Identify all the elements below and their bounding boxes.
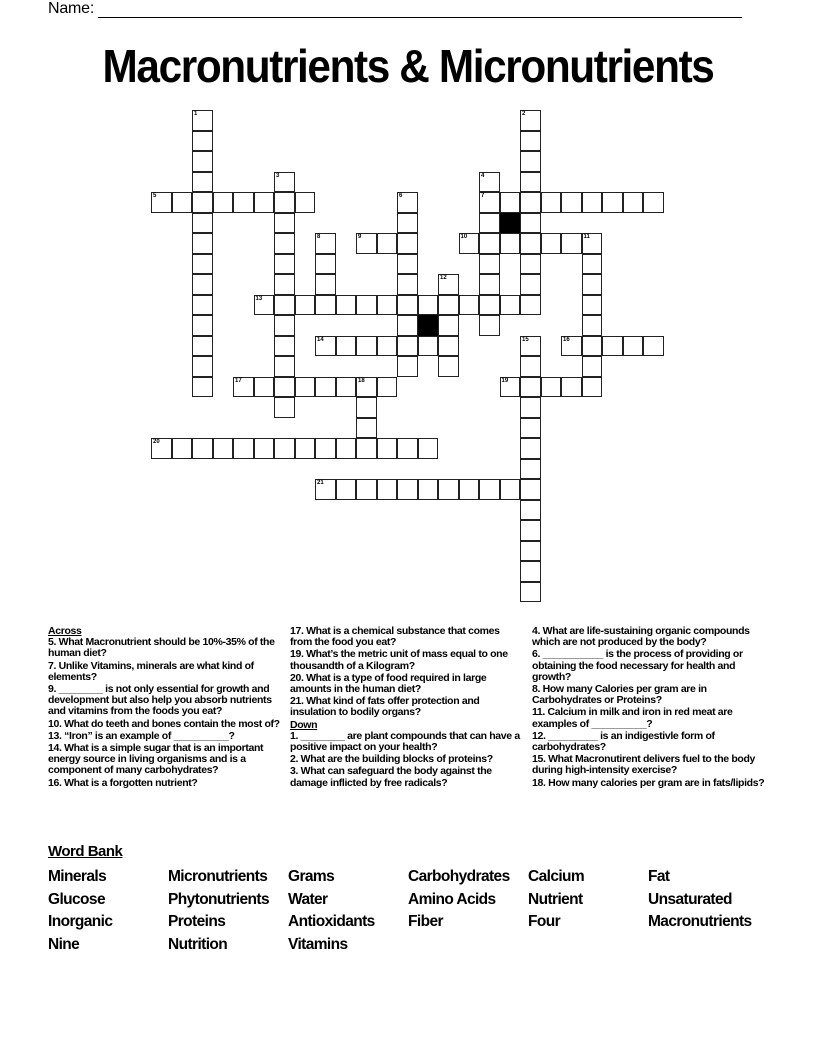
grid-cell[interactable] <box>582 295 603 316</box>
grid-cell[interactable] <box>520 336 541 357</box>
grid-cell[interactable] <box>233 438 254 459</box>
clue-across-21: 21. What kind of fats offer protection and insulation to bodily organs? <box>290 695 480 719</box>
grid-cell[interactable] <box>397 274 418 295</box>
grid-cell[interactable] <box>397 192 418 213</box>
grid-cell[interactable] <box>397 356 418 377</box>
grid-cell[interactable] <box>500 479 521 500</box>
grid-cell[interactable] <box>254 438 275 459</box>
word-bank-item: Amino Acids <box>408 890 496 908</box>
grid-cell[interactable] <box>315 336 336 357</box>
word-bank-item: Grams <box>288 868 335 885</box>
down-heading: Down <box>290 718 318 731</box>
grid-cell[interactable] <box>500 377 521 398</box>
grid-cell[interactable] <box>315 438 336 459</box>
grid-cell[interactable] <box>500 233 521 254</box>
grid-cell[interactable] <box>192 131 213 152</box>
word-bank-item: Proteins <box>168 913 226 930</box>
grid-cell[interactable] <box>459 479 480 500</box>
grid-cell[interactable] <box>438 295 459 316</box>
clue-number: 9 <box>358 234 362 240</box>
grid-cell[interactable] <box>315 233 336 254</box>
grid-cell[interactable] <box>479 172 500 193</box>
grid-cell[interactable] <box>274 172 295 193</box>
word-bank <box>48 842 788 956</box>
grid-cell[interactable] <box>192 295 213 316</box>
grid-cell[interactable] <box>520 131 541 152</box>
clue-number: 7 <box>481 193 485 199</box>
grid-cell[interactable] <box>520 254 541 275</box>
grid-cell[interactable] <box>623 192 644 213</box>
clue-number: 5 <box>153 193 157 199</box>
grid-cell[interactable] <box>295 438 316 459</box>
clue-across-19: 19. What’s the metric unit of mass equal to one thousandth of a Kilogram? <box>290 648 508 672</box>
clue-number: 11 <box>583 234 590 240</box>
clue-across-9: 9. ________ is not only essential for growth and development but also help you absorb nutrients and vitamins from the foods you eat? <box>48 683 272 718</box>
grid-cell[interactable] <box>479 192 500 213</box>
clue-number: 13 <box>255 295 263 302</box>
grid-cell[interactable] <box>192 438 213 459</box>
grid-cell[interactable] <box>274 254 295 275</box>
grid-cell[interactable] <box>397 336 418 357</box>
grid-cell[interactable] <box>520 459 541 480</box>
grid-cell[interactable] <box>192 110 213 131</box>
grid-cell[interactable] <box>479 254 500 275</box>
grid-cell[interactable] <box>397 295 418 316</box>
grid-cell[interactable] <box>561 377 582 398</box>
grid-cell[interactable] <box>438 274 459 295</box>
clue-across-20: 20. What is a type of food required in large amounts in the human diet? <box>290 671 487 696</box>
grid-cell[interactable] <box>582 315 603 336</box>
grid-cell[interactable] <box>336 479 357 500</box>
grid-cell[interactable] <box>192 192 213 213</box>
grid-cell[interactable] <box>582 377 603 398</box>
grid-cell[interactable] <box>520 110 541 131</box>
clue-across-5: 5. What Macronutrient should be 10%-35% of the human diet? <box>48 636 275 660</box>
clue-down-2: 2. What are the building blocks of proteins? <box>290 753 493 766</box>
across-heading: Across <box>48 625 82 637</box>
grid-cell[interactable] <box>172 192 193 213</box>
grid-cell[interactable] <box>295 377 316 398</box>
word-bank-item: Micronutrients <box>168 868 268 885</box>
grid-cell[interactable] <box>356 397 377 418</box>
clue-number: 3 <box>276 172 280 179</box>
clue-number: 12 <box>440 275 447 281</box>
clue-number: 6 <box>399 193 403 199</box>
word-bank-item: Four <box>528 913 561 930</box>
clue-down-8: 8. How many Calories per gram are in Carbohydrates or Proteins? <box>532 683 707 707</box>
clue-across-10: 10. What do teeth and bones contain the most of? <box>48 717 280 730</box>
grid-cell[interactable] <box>397 438 418 459</box>
grid-cell[interactable] <box>315 254 336 275</box>
grid-cell[interactable] <box>520 479 541 500</box>
grid-cell[interactable] <box>541 233 562 254</box>
clue-number: 1 <box>194 111 198 117</box>
grid-cell[interactable] <box>520 274 541 295</box>
grid-cell[interactable] <box>336 438 357 459</box>
clue-across-14: 14. What is a simple sugar that is an important energy source in living organisms and is a component of many carbohydrates? <box>48 742 264 777</box>
clue-down-3: 3. What can safeguard the body against the damage inflicted by free radicals? <box>290 765 492 789</box>
clue-across-13: 13. “Iron” is an example of __________? <box>48 729 235 742</box>
grid-cell[interactable] <box>520 500 541 521</box>
grid-cell[interactable] <box>315 377 336 398</box>
grid-cell[interactable] <box>295 192 316 213</box>
clue-down-4: 4. What are life-sustaining organic compounds which are not produced by the body? <box>532 625 750 649</box>
grid-cell[interactable] <box>274 192 295 213</box>
grid-cell[interactable] <box>336 336 357 357</box>
grid-cell[interactable] <box>500 295 521 316</box>
grid-cell[interactable] <box>541 377 562 398</box>
grid-cell[interactable] <box>520 356 541 377</box>
clue-number: 14 <box>317 336 324 343</box>
grid-cell[interactable] <box>582 336 603 357</box>
grid-cell[interactable] <box>602 336 623 357</box>
grid-cell[interactable] <box>520 520 541 541</box>
word-bank-item: Vitamins <box>288 935 348 953</box>
word-bank-item: Fat <box>648 868 670 885</box>
grid-cell[interactable] <box>254 192 275 213</box>
grid-cell[interactable] <box>582 274 603 295</box>
word-bank-item: Carbohydrates <box>408 868 510 885</box>
grid-cell[interactable] <box>213 438 234 459</box>
grid-cell[interactable] <box>520 582 541 603</box>
grid-cell[interactable] <box>356 336 377 357</box>
grid-cell[interactable] <box>377 377 398 398</box>
grid-cell[interactable] <box>397 233 418 254</box>
grid-cell[interactable] <box>254 295 275 316</box>
grid-cell[interactable] <box>192 151 213 172</box>
word-bank-item: Macronutrients <box>648 913 752 930</box>
clue-number: 15 <box>522 336 529 343</box>
word-bank-list <box>48 866 788 956</box>
grid-cell[interactable] <box>438 356 459 377</box>
grid-cell[interactable] <box>397 479 418 500</box>
clue-number: 10 <box>460 234 468 240</box>
grid-cell[interactable] <box>356 377 377 398</box>
grid-cell[interactable] <box>520 151 541 172</box>
grid-cell[interactable] <box>479 213 500 234</box>
grid-cell[interactable] <box>172 438 193 459</box>
clue-number: 17 <box>235 377 242 384</box>
clue-number: 16 <box>563 336 570 343</box>
grid-cell[interactable] <box>336 295 357 316</box>
grid-cell[interactable] <box>192 336 213 357</box>
grid-cell[interactable] <box>274 213 295 234</box>
clue-down-1: 1. ________ are plant compounds that can have a positive impact on your health? <box>290 729 520 754</box>
grid-cell[interactable] <box>377 233 398 254</box>
grid-cell[interactable] <box>520 213 541 234</box>
grid-cell[interactable] <box>397 213 418 234</box>
grid-cell[interactable] <box>151 438 172 459</box>
grid-cell[interactable] <box>500 192 521 213</box>
grid-cell[interactable] <box>520 192 541 213</box>
word-bank-title: Word Bank <box>48 843 123 860</box>
grid-cell[interactable] <box>192 254 213 275</box>
grid-cell[interactable] <box>274 356 295 377</box>
page-title: Macronutrients & Micronutrients <box>102 40 714 92</box>
grid-cell[interactable] <box>582 356 603 377</box>
grid-cell[interactable] <box>151 192 172 213</box>
grid-cell[interactable] <box>520 561 541 582</box>
word-bank-item: Water <box>288 890 328 908</box>
word-bank-item: Unsaturated <box>648 890 732 908</box>
clue-number: 2 <box>522 111 526 117</box>
grid-cell[interactable] <box>623 336 644 357</box>
grid-cell[interactable] <box>520 418 541 439</box>
grid-cell[interactable] <box>274 274 295 295</box>
grid-cell[interactable] <box>295 295 316 316</box>
black-cell <box>500 213 521 234</box>
clue-down-6: 6. ___________ is the process of providing or obtaining the food necessary for health and growth? <box>532 648 743 683</box>
word-bank-item: Glucose <box>48 890 105 908</box>
grid-cell[interactable] <box>192 233 213 254</box>
grid-cell[interactable] <box>438 479 459 500</box>
grid-cell[interactable] <box>561 192 582 213</box>
grid-cell[interactable] <box>233 192 254 213</box>
grid-cell[interactable] <box>418 295 439 316</box>
grid-cell[interactable] <box>356 438 377 459</box>
grid-cell[interactable] <box>274 233 295 254</box>
name-label: Name: <box>48 0 95 17</box>
grid-cell[interactable] <box>479 295 500 316</box>
black-cell <box>418 315 439 336</box>
grid-cell[interactable] <box>418 479 439 500</box>
grid-cell[interactable] <box>643 192 664 213</box>
clue-across-16: 16. What is a forgotten nutrient? <box>48 776 198 789</box>
grid-cell[interactable] <box>561 233 582 254</box>
word-bank-item: Nutrition <box>168 935 228 953</box>
word-bank-item: Calcium <box>528 868 585 885</box>
clue-number: 21 <box>317 480 324 486</box>
grid-cell[interactable] <box>520 172 541 193</box>
clue-across-7: 7. Unlike Vitamins, minerals are what kind of elements? <box>48 659 254 683</box>
clue-number: 8 <box>317 234 321 240</box>
clue-down-12: 12. _________ is an indigestivle form of carbohydrates? <box>532 729 715 754</box>
clues-column-1 <box>48 626 280 790</box>
grid-cell[interactable] <box>377 479 398 500</box>
grid-cell[interactable] <box>459 295 480 316</box>
grid-cell[interactable] <box>479 479 500 500</box>
grid-cell[interactable] <box>561 336 582 357</box>
grid-cell[interactable] <box>192 377 213 398</box>
word-bank-item: Phytonutrients <box>168 890 269 908</box>
word-bank-item: Minerals <box>48 868 107 885</box>
clue-number: 19 <box>501 377 509 384</box>
clue-number: 18 <box>358 377 365 384</box>
grid-cell[interactable] <box>356 479 377 500</box>
grid-cell[interactable] <box>520 541 541 562</box>
clues-column-3 <box>532 626 767 790</box>
grid-cell[interactable] <box>520 295 541 316</box>
clue-down-15: 15. What Macronutirent delivers fuel to the body during high-intensity exercise? <box>532 753 755 777</box>
grid-cell[interactable] <box>479 315 500 336</box>
grid-cell[interactable] <box>233 377 254 398</box>
grid-cell[interactable] <box>192 213 213 234</box>
grid-cell[interactable] <box>274 397 295 418</box>
grid-cell[interactable] <box>377 438 398 459</box>
clue-down-18: 18. How many calories per gram are in fats/lipids? <box>532 776 765 789</box>
grid-cell[interactable] <box>192 274 213 295</box>
grid-cell[interactable] <box>479 233 500 254</box>
grid-cell[interactable] <box>315 295 336 316</box>
grid-cell[interactable] <box>336 377 357 398</box>
grid-cell[interactable] <box>192 356 213 377</box>
grid-cell[interactable] <box>418 336 439 357</box>
grid-cell[interactable] <box>397 254 418 275</box>
grid-cell[interactable] <box>274 315 295 336</box>
grid-cell[interactable] <box>356 418 377 439</box>
word-bank-item: Antioxidants <box>288 913 375 930</box>
grid-cell[interactable] <box>479 274 500 295</box>
clue-down-11: 11. Calcium in milk and iron in red meat are examples of __________? <box>532 706 733 730</box>
word-bank-item: Fiber <box>408 913 443 930</box>
clue-across-17: 17. What is a chemical substance that comes from the food you eat? <box>290 625 500 649</box>
grid-cell[interactable] <box>520 233 541 254</box>
grid-cell[interactable] <box>377 295 398 316</box>
grid-cell[interactable] <box>213 192 234 213</box>
grid-cell[interactable] <box>356 295 377 316</box>
grid-cell[interactable] <box>582 233 603 254</box>
word-bank-item: Nutrient <box>528 890 583 908</box>
grid-cell[interactable] <box>643 336 664 357</box>
clues-column-2 <box>290 626 522 790</box>
grid-cell[interactable] <box>520 377 541 398</box>
grid-cell[interactable] <box>377 336 398 357</box>
grid-cell[interactable] <box>192 315 213 336</box>
grid-cell[interactable] <box>356 233 377 254</box>
grid-cell[interactable] <box>315 274 336 295</box>
grid-cell[interactable] <box>602 192 623 213</box>
word-bank-item: Nine <box>48 935 80 953</box>
grid-cell[interactable] <box>459 233 480 254</box>
grid-cell[interactable] <box>397 315 418 336</box>
grid-cell[interactable] <box>418 438 439 459</box>
grid-cell[interactable] <box>520 438 541 459</box>
clue-number: 4 <box>481 172 485 179</box>
grid-cell[interactable] <box>315 479 336 500</box>
clue-number: 20 <box>153 439 160 445</box>
grid-cell[interactable] <box>274 377 295 398</box>
grid-cell[interactable] <box>582 254 603 275</box>
grid-cell[interactable] <box>582 192 603 213</box>
grid-cell[interactable] <box>274 438 295 459</box>
grid-cell[interactable] <box>254 377 275 398</box>
grid-cell[interactable] <box>520 397 541 418</box>
grid-cell[interactable] <box>274 336 295 357</box>
grid-cell[interactable] <box>438 336 459 357</box>
grid-cell[interactable] <box>541 192 562 213</box>
grid-cell[interactable] <box>274 295 295 316</box>
grid-cell[interactable] <box>192 172 213 193</box>
word-bank-item: Inorganic <box>48 913 113 930</box>
grid-cell[interactable] <box>438 315 459 336</box>
